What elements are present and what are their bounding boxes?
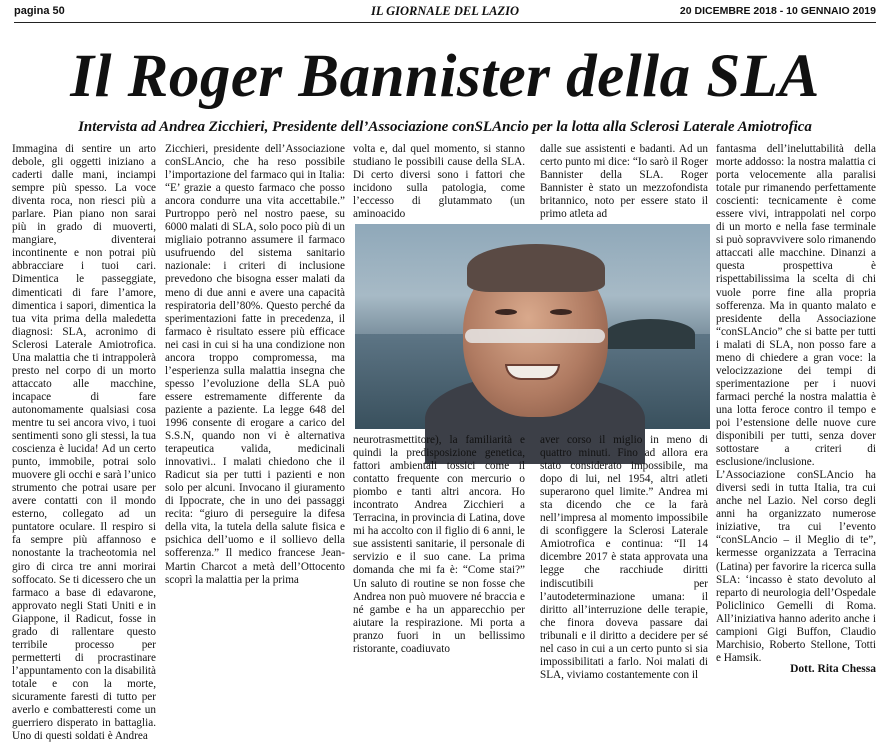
article-column-1 <box>12 143 156 743</box>
page-header <box>14 4 876 20</box>
column-text: aver corso il miglio in meno di quattro minuti. Fino ad allora era stato considerato impossibile, ma dopo di lui, nel 1954, altri atleti superarono quel limite.” Andrea mi sta dicendo che ce la farà nell’impresa al momento impossibile di sconfiggere la Sclerosi Laterale Amiotrofica e continua: “Il 14 dicembre 2017 è stata approvata una legge che racchiude diritti indiscutibili per l’autodeterminazione umana: il diritto all’interruzione delle terapie, che finora doveva passare dai tribunali e il diritto a decidere per sé nel caso in cui a un certo punto si sia impossibilitati a farlo. Noi malati di SLA, viviamo costantemente con il <box>540 434 708 681</box>
column-text: dalle sue assistenti e badanti. Ad un certo punto mi dice: “Io sarò il Roger Bannister della SLA. Roger Bannister è stato un mezzofondista britannico, noto per essere stato il primo atleta ad <box>540 143 708 221</box>
photo-eye <box>550 309 572 315</box>
column-text: Immagina di sentire un arto debole, gli oggetti iniziano a caderti dalle mani, inciampi sempre più spesso. La voce diventa roca, non riesci più a parlare. Pian piano non sarai più in grado di muoverti, mangiare, diventerai incontinente e non potrai più abbracciare i tuoi cari. Dimentica le passeggiate, dimenticati di fare l’amore, dimentica i sapori, dimentica la tua vita prima della maledetta diagnosi: SLA, acronimo di Sclerosi Laterale Amiotrofica. Una malattia che ti intrappolerà presto nel corpo di un morto attaccato alle macchine, incapace di fare autonomamente qualsiasi cosa mentre tu sei ancora vivo, i tuoi sentimenti sono gli stessi, la tua coscienza è lucida! Ad un certo punto, immobile, potrai solo muovere gli occhi e sarà l’unico strumento che potrai usare per avere contatti con il mondo esterno, collegato ad un puntatore oculare. Il respiro si fa sempre più affannoso e nonostante la tracheotomia nel giro di circa tre anni morirai soffocato. Se ti dicessero che un farmaco a base di edavarone, approvato negli Stati Uniti e in Giappone, il Radicut, fosse in grado di rallentare questo terribile processo per permetterti di procrastinare l’appuntamento con la disabilità totale e con la morte, sicuramente faresti di tutto per averlo e combatteresti come un guerriero disperato in battaglia. Uno di questi soldati è Andrea <box>12 143 156 743</box>
article-photo <box>355 224 710 429</box>
author-signature: Dott. Rita Chessa <box>790 663 876 675</box>
article-title: Il Roger Bannister della SLA <box>70 43 820 110</box>
article-column-4-top <box>540 143 708 223</box>
header-divider <box>14 22 876 23</box>
article-subtitle: Intervista ad Andrea Zicchieri, Presidente dell’Associazione conSLAncio per la lotta alla Sclerosi Laterale Amiotrofica <box>78 119 812 135</box>
article-column-2 <box>165 143 345 678</box>
photo-rock <box>605 319 695 349</box>
page-number: pagina 50 <box>14 5 65 17</box>
column-text: volta e, dal quel momento, si stanno studiano le possibili cause della SLA. Di certo diversi sono i fattori che incidono sulla patologia, come l’eccesso di glutammato (un aminoacido <box>353 143 525 221</box>
issue-date: 20 DICEMBRE 2018 - 10 GENNAIO 2019 <box>679 5 876 17</box>
column-text: neurotrasmettitore), la familiarità e quindi la predisposizione genetica, fattori ambientali tossici come il contatto frequente con mercurio o piombo e tanti altri ancora. Ho incontrato Andrea Zicchieri a Terracina, in provincia di Latina, dove mi ha accolto con il figlio di 6 anni, le sue assistenti sanitarie, il personale di servizio e il suo cane. La prima domanda che mi fa è: “Come stai?” Un saluto di routine se non fosse che Andrea non può muovere né braccia e né gambe e ha un apparecchio per aiutare la respirazione. Mi porta a pranzo fuori in un bellissimo ristorante, coadiuvato <box>353 434 525 655</box>
photo-hair <box>467 244 605 292</box>
column-text: Zicchieri, presidente dell’Associazione conSLAncio, che ha reso possibile l’importazione del farmaco qui in Italia: “E’ grazie a questo farmaco che posso ancora condurre una vita accettabile.” Purtroppo però nel nostro paese, su 6000 malati di SLA, solo poco più di un migliaio potranno assumere il farmaco usufruendo del sistema sanitario nazionale: i criteri di inclusione prevedono che bisogna esser malati da meno di due anni e avere una capacità respiratoria dell’80%. Questo perché da sperimentazioni fatte in precedenza, il farmaco è risultato essere più efficace nei casi in cui si ha una condizione non ancora troppo compromessa, ma l’esperienza sulla malattia insegna che spesso l’evoluzione della SLA può essere estremamente differente da paziente a paziente. La legge 648 del 1996 consente di erogare a carico del S.S.N, quando non vi è alternativa terapeutica valida, medicinali innovativi.. I malati chiedono che il Radicut sia per tutti i pazienti e non solo per alcuni. Invocano il giuramento di Ippocrate, che in uno dei passaggi recita: “giuro di perseguire la difesa della vita, la tutela della salute fisica e psichica dell’uomo e il sollievo della sofferenza.” Il medico francese Jean-Martin Charcot a metà dell’Ottocento scoprì la malattia per la prima <box>165 143 345 586</box>
article-column-5 <box>716 143 876 663</box>
photo-eye <box>495 309 517 315</box>
photo-smile <box>505 364 560 380</box>
article-column-4-bottom <box>540 434 708 681</box>
newspaper-name: IL GIORNALE DEL LAZIO <box>370 4 520 18</box>
column-text: fantasma dell’ineluttabilità della morte addosso: la nostra malattia ci porta velocemente alla paralisi totale pur rimanendo perfettamente coscienti: tecnicamente è come essere vivi, intrappolati nel corpo di un morto e nella fase terminale si può sopravvivere solo rimanendo attaccati alle macchine. Dinanzi a questa prospettiva è rispettabilissima la scelta di chi vuole porre fine alla propria sofferenza. Ma in quanto malato e presidente della Associazione “conSLAncio” che si batte per tutti i malati di SLA, non posso fare a meno di chiedere a gran voce: la velocizzazione dei tempi di sperimentazione per i nuovi farmaci perché la nostra malattia è una lotta feroce contro il tempo e poi l’estensione delle nuove cure disponibili per tutti, senza dover sottostare a criteri di esclusione/inclusione. L’Associazione conSLAncio ha diversi sedi in tutta Italia, tra cui anche nel Lazio. Nel corso degli anni ha organizzato numerose iniziative, tra cui l’evento “conSLAncio – il Meglio di te”, kermesse organizzata a Terracina (Latina) per favorire la ricerca sulla SLA: ‘incasso è stato devoluto al reparto di neurologia dell’Ospedale Policlinico Gemelli di Roma. All’iniziativa hanno aderito anche i campioni Gigi Buffon, Claudio Marchisio, Roberto Stellone, Totti e Hamsik. <box>716 143 876 664</box>
article-column-3-top <box>353 143 525 223</box>
article-column-3-bottom <box>353 434 525 678</box>
photo-breathing-tube <box>465 329 605 343</box>
